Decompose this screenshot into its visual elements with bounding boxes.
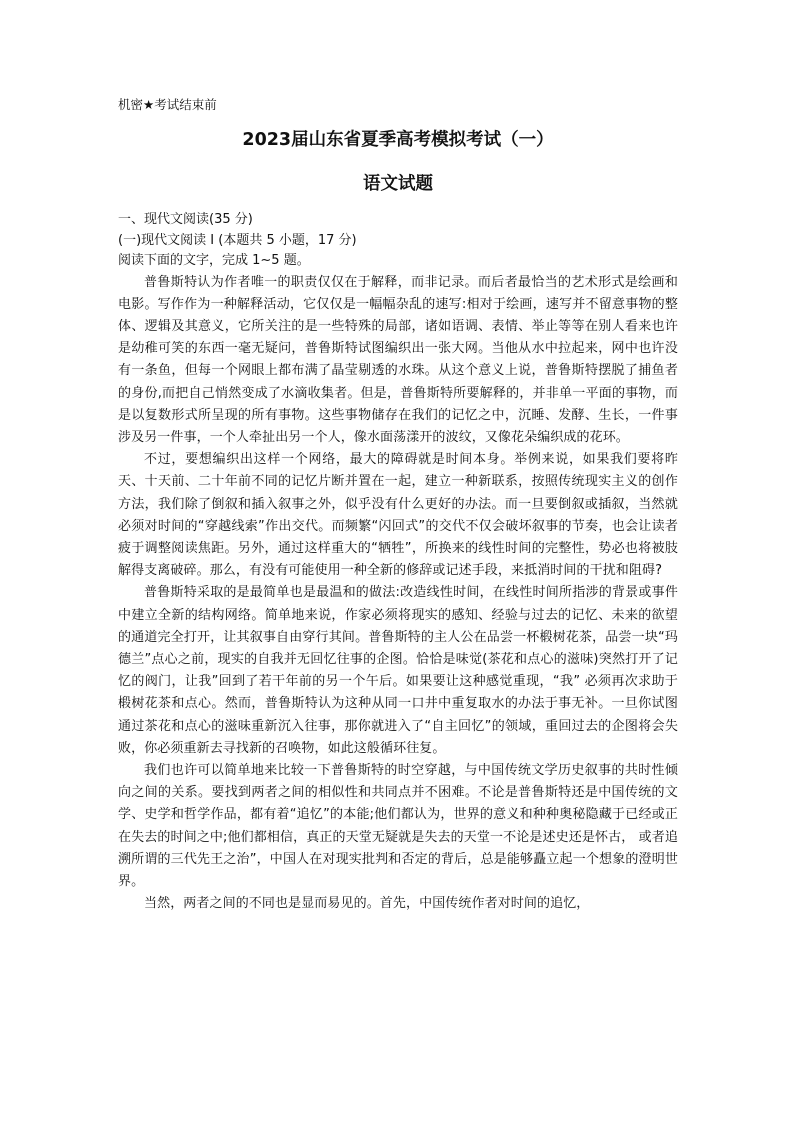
section-heading: 一、现代文阅读(35 分) xyxy=(118,212,253,227)
paragraph-2: 不过，要想编织出这样一个网络，最大的障碍就是时间本身。举例来说，如果我们要将昨天、十天前、二十年前不同的记忆片断并置在一起，建立一种新联系，按照传统现实主义的创作方法，我们除了倒叙和插入叙事之外，似乎没有什么更好的办法。而一旦要倒叙或插叙，当然就必须对时间的“穿越线索”作出交代。而频繁“闪回式”的交代不仅会破坏叙事的节奏，也会让读者疲于调整阅读焦距。另外，通过这样重大的“牺牲”，所换来的线性时间的完整性，势必也将被肢解得支离破碎。那么，有没有可能使用一种全新的修辞或记述手段，来抵消时间的干扰和阻碍? xyxy=(118,452,678,579)
subject-title: 语文试题 xyxy=(363,174,433,194)
confidential-label: 机密★考试结束前 xyxy=(118,97,217,112)
paragraph-1: 普鲁斯特认为作者唯一的职责仅仅在于解释，而非记录。而后者最恰当的艺术形式是绘画和电影。写作作为一种解释活动，它仅仅是一幅幅杂乱的速写:相对于绘画，速写并不留意事物的整体、逻辑及其意义，它所关注的是一些特殊的局部，诸如语调、表情、举止等等在别人看来也许是幼稚可笑的东西一毫无疑问，普鲁斯特试图编织出一张大网。当他从水中拉起来，网中也许没有一条鱼，但每一个网眼上都布满了晶莹剔透的水珠。从这个意义上说，普鲁斯特摆脱了捕鱼者的身份,而把自己悄然变成了水滴收集者。但是，普鲁斯特所要解释的，并非单一平面的事物，而是以复数形式所呈现的所有事物。这些事物储存在我们的记忆之中，沉睡、发酵、生长，一件事涉及另一件事，一个人牵扯出另一个人，像水面荡漾开的波纹，又像花朵编织成的花环。 xyxy=(118,274,678,445)
paragraph-3: 普鲁斯特采取的是最简单也是最温和的做法:改造线性时间，在线性时间所指涉的背景或事件中建立全新的结构网络。简单地来说，作家必须将现实的感知、经验与过去的记忆、未来的欲望的通道完全打开，让其叙事自由穿行其间。普鲁斯特的主人公在品尝一杯椴树花茶，品尝一块“玛德兰”点心之前，现实的自我并无回忆往事的企图。恰恰是味觉(茶花和点心的滋味)突然打开了记忆的阀门，让我”回到了若干年前的另一个午后。如果要让这种感觉重现，“我” 必须再次求助于椴树花茶和点心。然而，普鲁斯特认为这种从同一口井中重复取水的办法于事无补。一旦你试图通过茶花和点心的滋味重新沉入往事，那你就进入了“自主回忆”的领域，重回过去的企图将会失败，你必须重新去寻找新的召唤物，如此这般循环往复。 xyxy=(118,585,678,756)
paragraph-4: 我们也许可以简单地来比较一下普鲁斯特的时空穿越，与中国传统文学历史叙事的共时性倾向之间的关系。要找到两者之间的相似性和共同点并不困难。不论是普鲁斯特还是中国传统的文学、史学和哲学作品，都有着“追忆”的本能;他们都认为，世界的意义和种种奥秘隐藏于已经或正在失去的时间之中;他们都相信，真正的天堂无疑就是失去的天堂一不论是述史还是怀古， 或者追溯所谓的三代先王之治”，中国人在对现实批判和否定的背后，总是能够矗立起一个想象的澄明世界。 xyxy=(118,762,678,889)
section-subheading: (一)现代文阅读 I (本题共 5 小题，17 分) xyxy=(118,232,357,248)
exam-title: 2023届山东省夏季高考模拟考试（一） xyxy=(242,130,554,150)
exam-page xyxy=(118,96,678,915)
reading-instruction: 阅读下面的文字，完成 1~5 题。 xyxy=(118,253,310,268)
paragraph-5: 当然，两者之间的不同也是显而易见的。首先，中国传统作者对时间的追忆， xyxy=(144,896,590,912)
